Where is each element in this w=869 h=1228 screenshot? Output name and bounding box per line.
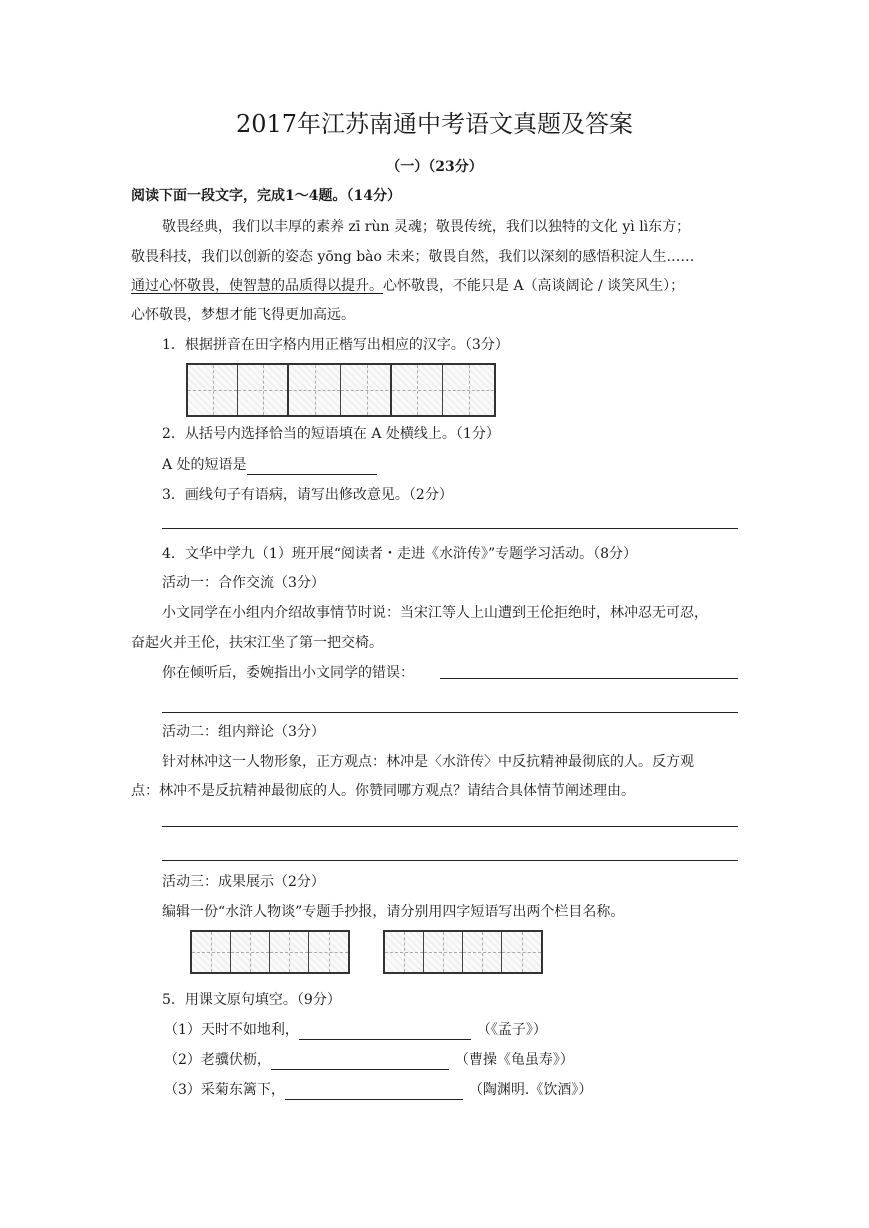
activity-3-text: 编辑一份“水浒人物谈”专题手抄报，请分别用四字短语写出两个栏目名称。 bbox=[162, 904, 625, 920]
writing-grid-2[interactable] bbox=[287, 363, 395, 417]
passage-line-3 bbox=[131, 276, 684, 296]
fill-item-3 bbox=[164, 1080, 592, 1100]
activity-2-text-2: 点：林冲不是反抗精神最彻底的人。你赞同哪方观点？请结合具体情节阐述理由。 bbox=[131, 783, 635, 799]
column-name-grid-1[interactable] bbox=[190, 930, 350, 974]
page-title: 2017年江苏南通中考语文真题及答案 bbox=[235, 110, 634, 138]
writing-grid-3[interactable] bbox=[390, 363, 496, 417]
grid-cell[interactable] bbox=[443, 365, 494, 415]
question-4: 4．文华中学九（1）班开展“阅读者・走进《水浒传》”专题学习活动。（8分） bbox=[162, 546, 638, 562]
column-name-grid-2[interactable] bbox=[383, 930, 543, 974]
grid-cell[interactable] bbox=[502, 932, 541, 972]
grid-cell[interactable] bbox=[463, 932, 502, 972]
activity-2-answer-line-1[interactable] bbox=[162, 826, 738, 827]
fill-blank-3[interactable] bbox=[285, 1083, 463, 1100]
passage-line-1: 敬畏经典，我们以丰厚的素养 zī rùn 灵魂；敬畏传统，我们以独特的文化 yì lì东方； bbox=[162, 219, 691, 235]
fill-item-prefix: （2）老骥伏枥， bbox=[164, 1052, 271, 1068]
grid-cell[interactable] bbox=[385, 932, 424, 972]
fill-blank-1[interactable] bbox=[299, 1023, 471, 1040]
activity-2-answer-line-2[interactable] bbox=[162, 860, 738, 861]
passage-line-4: 心怀敬畏，梦想才能飞得更加高远。 bbox=[131, 307, 355, 323]
fill-item-source: （曹操《龟虽寿》） bbox=[454, 1052, 574, 1068]
activity-3-heading: 活动三：成果展示（2分） bbox=[162, 874, 325, 890]
question-5: 5．用课文原句填空。（9分） bbox=[162, 992, 341, 1008]
grid-cell[interactable] bbox=[341, 365, 393, 415]
grid-cell[interactable] bbox=[238, 365, 288, 415]
grid-cell[interactable] bbox=[424, 932, 463, 972]
activity-1-answer-line-2[interactable] bbox=[162, 712, 738, 713]
fill-item-source: （《孟子》） bbox=[476, 1022, 547, 1038]
fill-item-prefix: （1）天时不如地利， bbox=[164, 1022, 299, 1038]
activity-1-text-2: 奋起火并王伦，扶宋江坐了第一把交椅。 bbox=[131, 635, 383, 651]
underlined-sentence: 通过心怀敬畏，使智慧的品质得以提升。 bbox=[131, 278, 383, 294]
grid-cell[interactable] bbox=[392, 365, 443, 415]
fill-blank-2[interactable] bbox=[271, 1053, 449, 1070]
grid-cell[interactable] bbox=[289, 365, 341, 415]
grid-cell[interactable] bbox=[309, 932, 348, 972]
fill-item-prefix: （3）采菊东篱下， bbox=[164, 1082, 285, 1098]
passage-line-2: 敬畏科技，我们以创新的姿态 yōng bào 未来；敬畏自然，我们以深刻的感悟积淀人生…… bbox=[131, 249, 695, 265]
q2-answer-blank[interactable] bbox=[247, 458, 377, 475]
fill-item-1 bbox=[164, 1020, 547, 1040]
q3-answer-line[interactable] bbox=[162, 528, 738, 529]
writing-grid-1[interactable] bbox=[186, 363, 290, 417]
reading-instruction: 阅读下面一段文字，完成1～4题。（14分） bbox=[131, 188, 401, 204]
question-2: 2．从括号内选择恰当的短语填在 A 处横线上。（1分） bbox=[162, 426, 500, 442]
grid-cell[interactable] bbox=[192, 932, 231, 972]
question-3: 3．画线句子有语病，请写出修改意见。（2分） bbox=[162, 487, 453, 503]
passage-line-3-rest: 心怀敬畏，不能只是 A（高谈阔论 / 谈笑风生）； bbox=[383, 278, 685, 294]
question-1: 1．根据拼音在田字格内用正楷写出相应的汉字。（3分） bbox=[162, 337, 509, 353]
grid-cell[interactable] bbox=[188, 365, 238, 415]
activity-1-heading: 活动一：合作交流（3分） bbox=[162, 575, 325, 591]
grid-cell[interactable] bbox=[231, 932, 270, 972]
activity-2-text-1: 针对林冲这一人物形象，正方观点：林冲是〈水浒传〉中反抗精神最彻底的人。反方观 bbox=[162, 754, 694, 770]
activity-2-heading: 活动二：组内辩论（3分） bbox=[162, 724, 325, 740]
grid-cell[interactable] bbox=[270, 932, 309, 972]
q2-answer-row bbox=[162, 455, 377, 475]
fill-item-2 bbox=[164, 1050, 574, 1070]
activity-1-prompt: 你在倾听后，委婉指出小文同学的错误： bbox=[162, 665, 414, 681]
q2-answer-label: A 处的短语是 bbox=[162, 457, 247, 473]
fill-item-source: （陶渊明.《饮酒》） bbox=[468, 1082, 593, 1098]
activity-1-answer-line-1[interactable] bbox=[440, 678, 738, 679]
section-heading: （一）（23分） bbox=[386, 159, 483, 175]
activity-1-text-1: 小文同学在小组内介绍故事情节时说：当宋江等人上山遭到王伦拒绝时，林冲忍无可忍， bbox=[162, 605, 708, 621]
